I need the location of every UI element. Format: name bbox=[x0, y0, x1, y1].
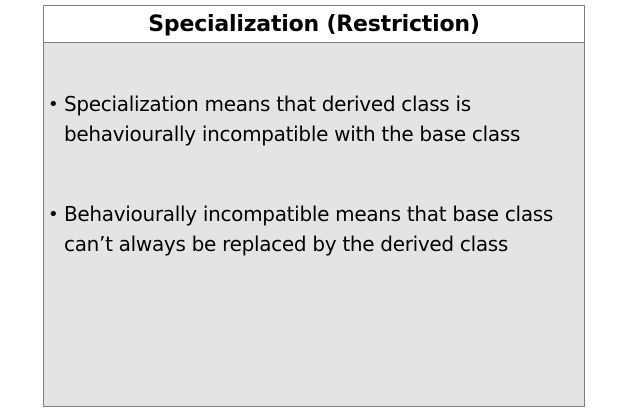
bullet-text: Behaviourally incompatible means that base class can’t always be replaced by the derived class bbox=[64, 202, 554, 256]
bullet-icon: • bbox=[48, 94, 59, 115]
bullet-icon: • bbox=[48, 204, 59, 225]
bullet-item bbox=[48, 200, 578, 259]
bullet-item bbox=[48, 90, 578, 149]
slide bbox=[43, 5, 585, 407]
bullet-list bbox=[48, 90, 578, 259]
bullet-text: Specialization means that derived class is behaviourally incompatible with the base class bbox=[64, 92, 521, 146]
slide-title: Specialization (Restriction) bbox=[148, 11, 480, 37]
title-bar bbox=[44, 6, 584, 43]
